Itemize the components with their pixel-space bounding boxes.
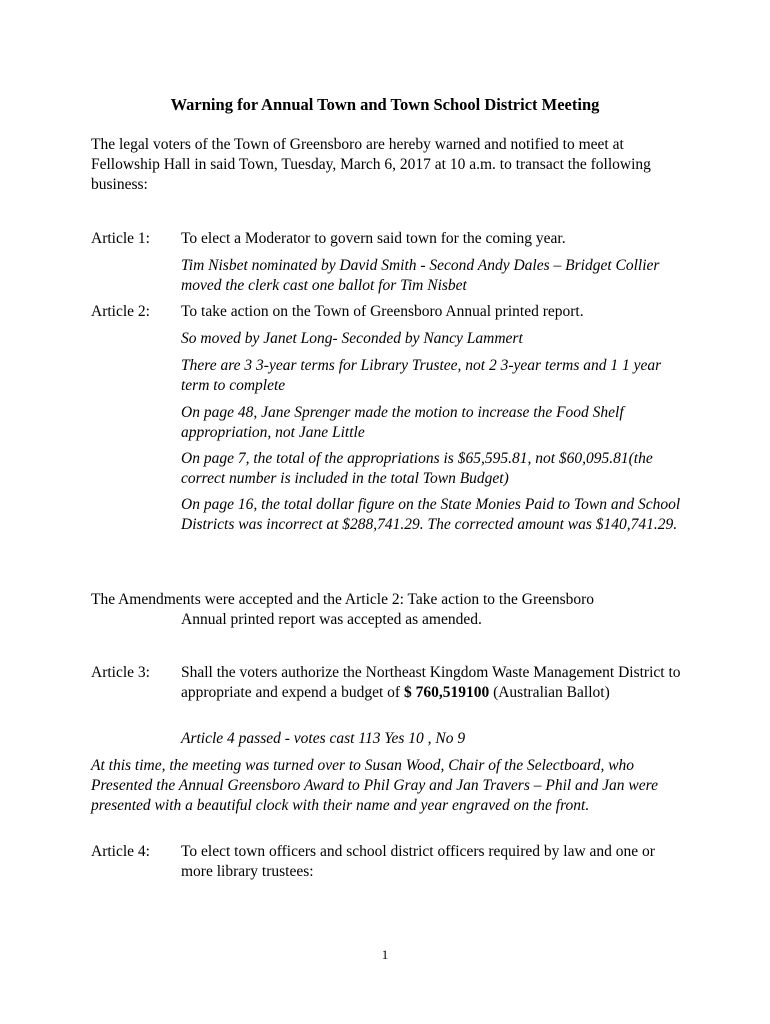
article-1-text: To elect a Moderator to govern said town for the coming year.: [181, 230, 566, 247]
article-2-label: Article 2:: [91, 303, 150, 320]
article-2-note-library-terms: There are 3 3-year terms for Library Trustee, not 2 3-year terms and 1 1 year term to complete: [181, 357, 662, 394]
article-4-label: Article 4:: [91, 843, 150, 860]
article-2-note-food-shelf: On page 48, Jane Sprenger made the motion to increase the Food Shelf appropriation, not Jane Little: [181, 404, 624, 441]
article-3-label: Article 3:: [91, 664, 150, 681]
article-1-note: Tim Nisbet nominated by David Smith - Second Andy Dales – Bridget Collier moved the clerk cast one ballot for Tim Nisbet: [181, 257, 660, 294]
article-4-text: To elect town officers and school district officers required by law and one or more library trustees:: [181, 843, 655, 880]
amendments-paragraph: [91, 590, 681, 630]
amendments-line-1: The Amendments were accepted and the Article 2: Take action to the Greensboro: [91, 591, 595, 608]
page-number: 1: [381, 947, 389, 962]
article-2-note-state-monies: On page 16, the total dollar figure on the State Monies Paid to Town and School Districts was incorrect at $288,741.29. The corrected amount was $140,741.29.: [181, 496, 681, 533]
article-2-text: To take action on the Town of Greensboro Annual printed report.: [181, 303, 584, 320]
intro-paragraph: The legal voters of the Town of Greensboro are hereby warned and notified to meet at Fellowship Hall in said Town, Tuesday, March 6, 2017 at 10 a.m. to transact the following business:: [91, 136, 651, 193]
amendments-line-2: Annual printed report was accepted as amended.: [181, 611, 482, 628]
page-title: Warning for Annual Town and Town School District Meeting: [170, 95, 600, 114]
article-3-text-before: Shall the voters authorize the Northeast Kingdom Waste Management District to appropriate and expend a budget of: [181, 664, 681, 701]
article-2-note-motion: So moved by Janet Long- Seconded by Nancy Lammert: [181, 330, 523, 347]
article-2-note-appropriations: On page 7, the total of the appropriations is $65,595.81, not $60,095.81(the correct number is included in the total Town Budget): [181, 450, 653, 487]
article-3-note: Article 4 passed - votes cast 113 Yes 10 , No 9: [181, 730, 466, 747]
award-paragraph: At this time, the meeting was turned over to Susan Wood, Chair of the Selectboard, who Presented the Annual Greensboro Award to Phil Gray and Jan Travers – Phil and Jan were presented with a beautiful clock with their name and year engraved on the front.: [91, 757, 658, 814]
article-1-label: Article 1:: [91, 230, 150, 247]
article-3-amount: $ 760,519100: [403, 684, 490, 701]
article-3-text: [181, 663, 681, 703]
article-3-text-after: (Australian Ballot): [489, 684, 610, 701]
